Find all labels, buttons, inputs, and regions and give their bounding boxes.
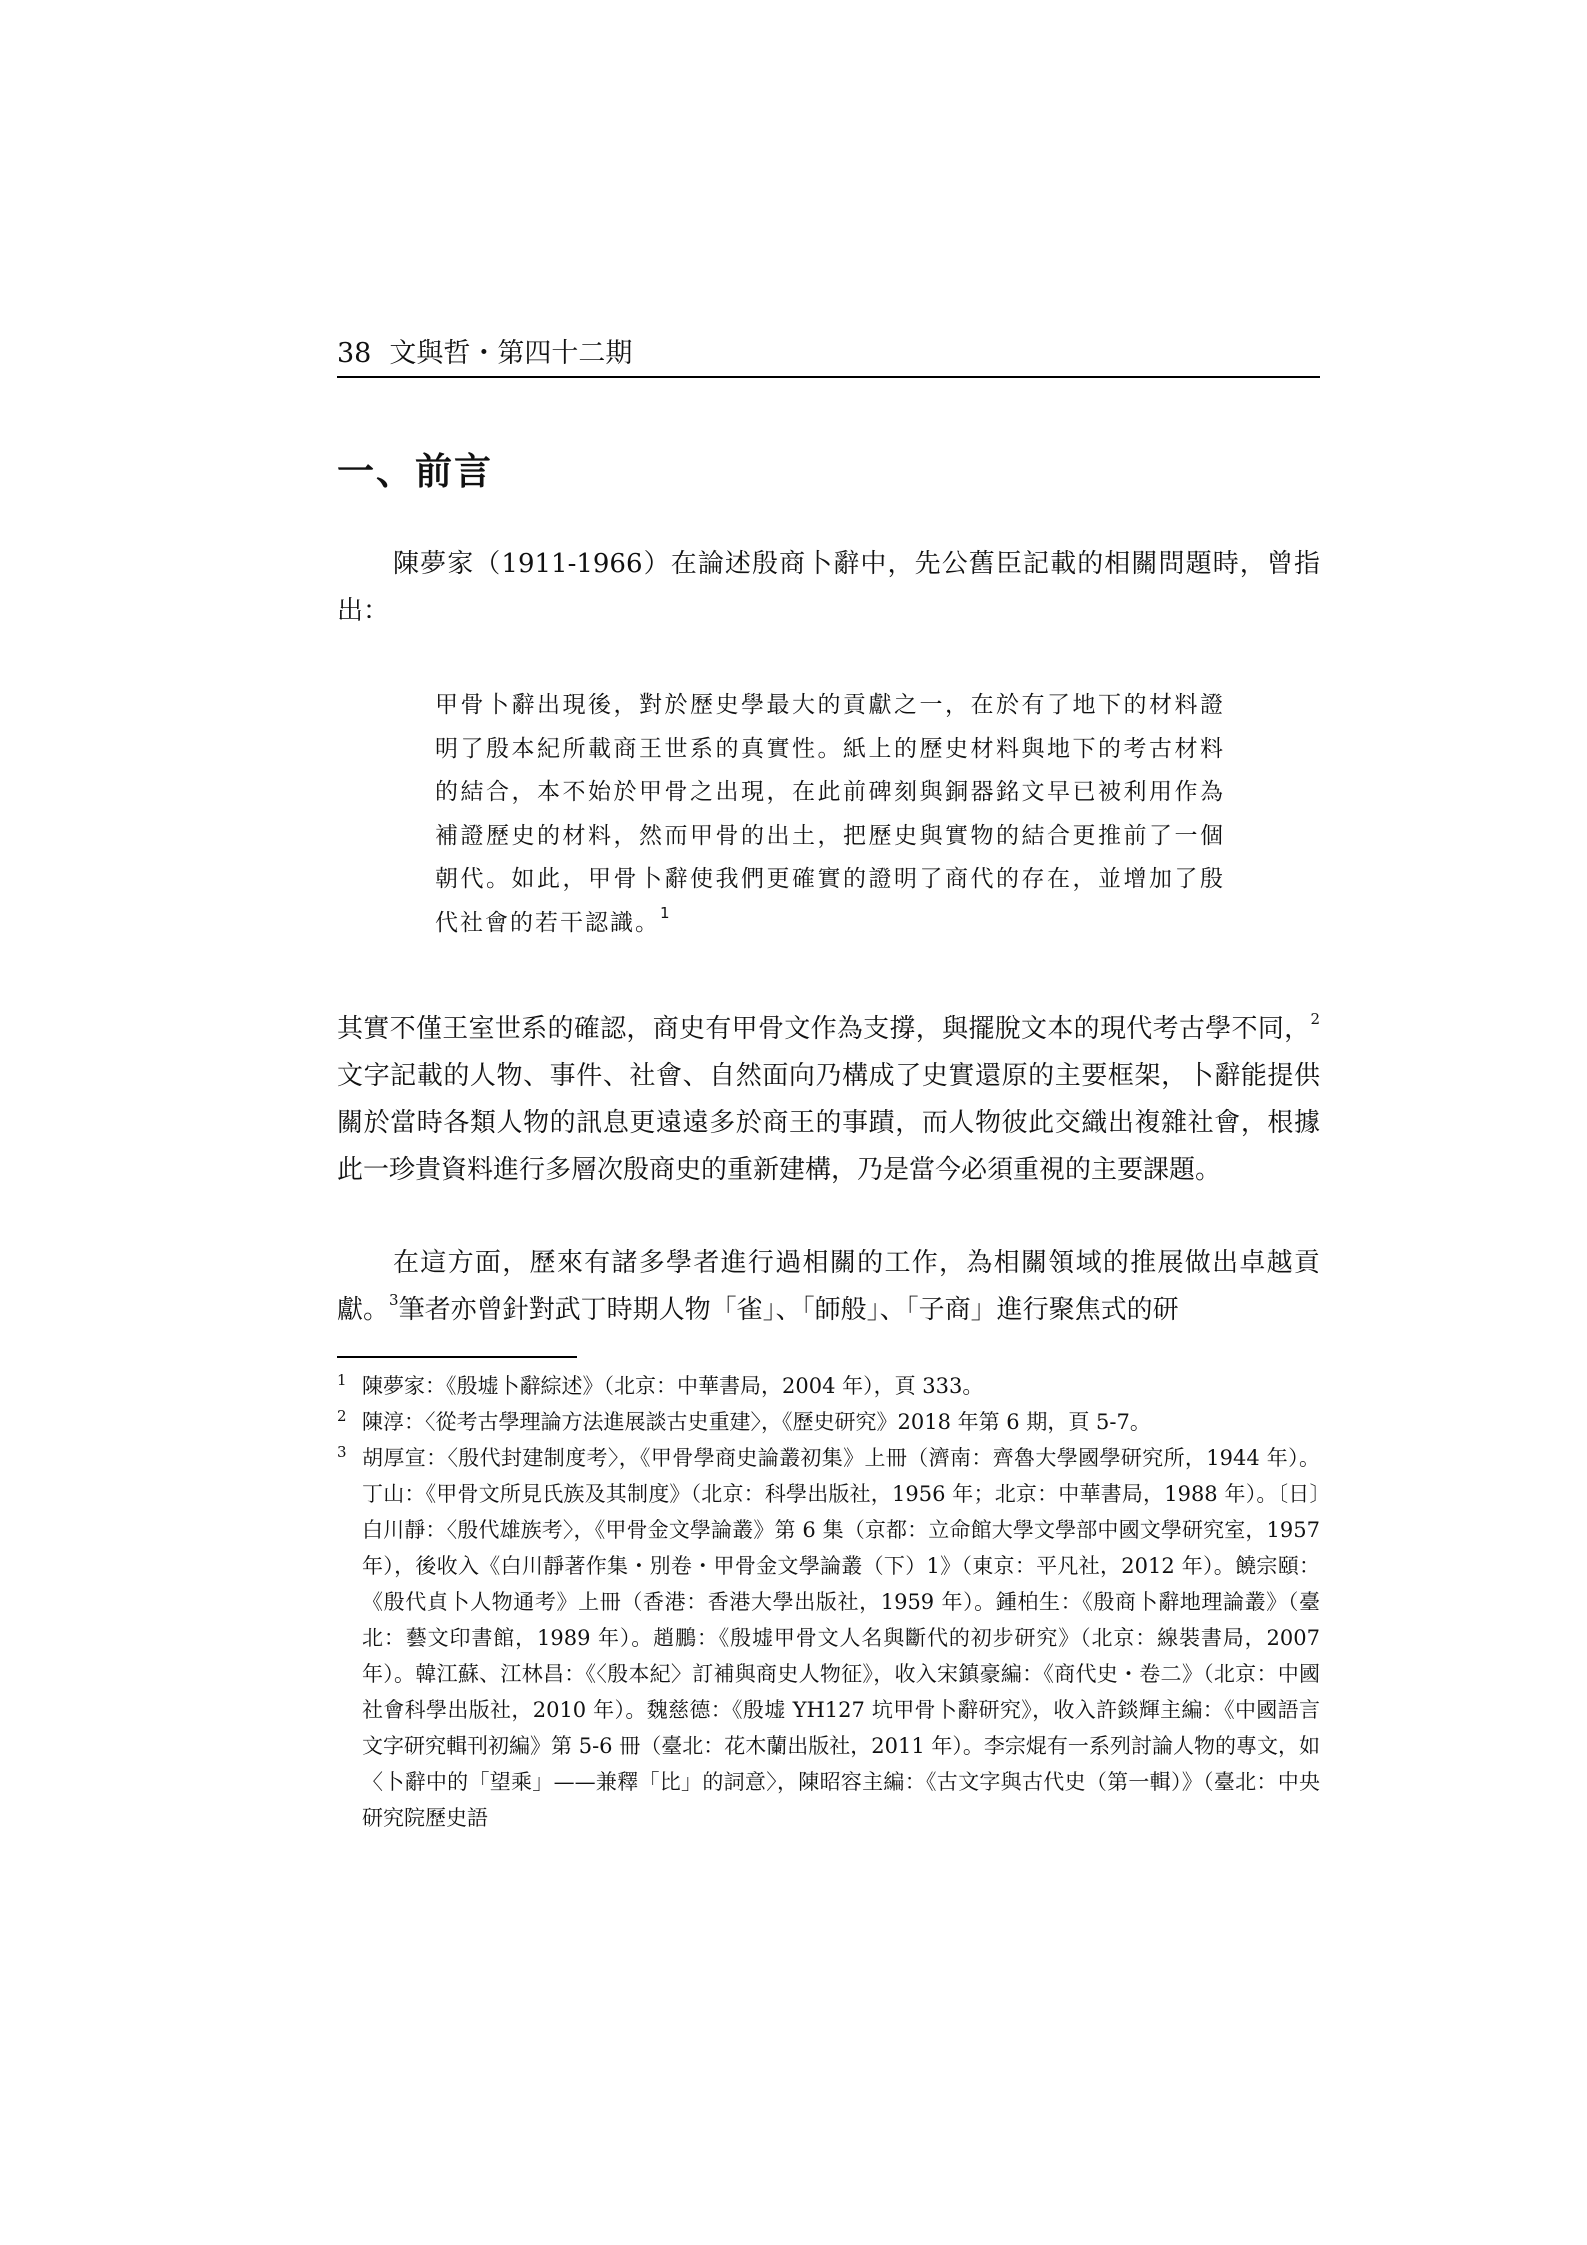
block-quote-text: 甲骨卜辭出現後，對於歷史學最大的貢獻之一，在於有了地下的材料證明了殷本紀所載商王世系的真實性。紙上的歷史材料與地下的考古材料的結合，本不始於甲骨之出現，在此前碑刻與銅器銘文早已被利用作為補證歷史的材料，然而甲骨的出土，把歷史與實物的結合更推前了一個朝代。如此，甲骨卜辭使我們更確實的證明了商代的存在，並增加了殷代社會的若干認識。 [435,692,1225,936]
running-header [337,334,1320,378]
footnote-text: 陳淳：〈從考古學理論方法進展談古史重建〉，《歷史研究》2018 年第 6 期，頁 5-7。 [362,1410,1151,1434]
paragraph-3-text-b: 筆者亦曾針對武丁時期人物「雀」、「師般」、「子商」進行聚焦式的研 [398,1295,1179,1325]
paragraph-3-text-a: 在這方面，歷來有諸多學者進行過相關的工作，為相關領域的推展做出卓越貢獻。 [337,1248,1320,1325]
paragraph-2-text-a: 其實不僅王室世系的確認，商史有甲骨文作為支撐，與擺脫文本的現代考古學不同， [337,1014,1311,1044]
footnote-ref-3[interactable]: 3 [389,1291,399,1310]
footnotes [337,1368,1320,1836]
footnote-number: 3 [337,1443,347,1461]
footnote-text: 胡厚宣：〈殷代封建制度考〉，《甲骨學商史論叢初集》上冊（濟南：齊魯大學國學研究所，1944 年）。丁山：《甲骨文所見氏族及其制度》（北京：科學出版社，1956 年；北京：中華書局，1988 年）。〔日〕白川靜：〈殷代雄族考〉，《甲骨金文學論叢》第 6 集（京都：立命館大學文學部中國文學研究室，1957 年），後收入《白川靜著作集・別卷・甲骨金文學論叢（下）1》（東京：平凡社，2012 年）。饒宗頤：《殷代貞卜人物通考》上冊（香港：香港大學出版社，1959 年）。鍾柏生：《殷商卜辭地理論叢》（臺北：藝文印書館，1989 年）。趙鵬：《殷墟甲骨文人名與斷代的初步研究》（北京：線裝書局，2007 年）。韓江蘇、江林昌：《〈殷本紀〉訂補與商史人物征》，收入宋鎮豪編：《商代史・卷二》（北京：中國社會科學出版社，2010 年）。魏慈德：《殷墟 YH127 坑甲骨卜辭研究》，收入許錟輝主編：《中國語言文字研究輯刊初編》第 5-6 冊（臺北：花木蘭出版社，2011 年）。李宗焜有一系列討論人物的專文，如〈卜辭中的「望乘」——兼釋「比」的詞意〉，陳昭容主編：《古文字與古代史（第一輯）》（臺北：中央研究院歷史語 [362,1446,1320,1830]
body-paragraph-1 [337,541,1320,635]
document-page [337,0,1320,2245]
page-number: 38 [337,338,372,369]
footnote-ref-1[interactable]: 1 [660,903,672,922]
body-paragraph-3 [337,1240,1320,1334]
section-title: 一、前言 [337,450,493,493]
block-quote [435,684,1225,945]
footnote-text: 陳夢家：《殷墟卜辭綜述》（北京：中華書局，2004 年），頁 333。 [362,1374,984,1398]
footnote-2 [337,1404,1320,1440]
footnote-number: 1 [337,1371,347,1389]
journal-title: 文與哲・第四十二期 [389,338,633,369]
footnote-number: 2 [337,1407,347,1425]
footnote-divider [337,1356,577,1358]
footnote-3 [337,1440,1320,1836]
body-paragraph-2 [337,1006,1320,1194]
footnote-ref-2[interactable]: 2 [1310,1010,1320,1029]
footnote-1 [337,1368,1320,1404]
paragraph-2-text-b: 文字記載的人物、事件、社會、自然面向乃構成了史實還原的主要框架，卜辭能提供關於當時各類人物的訊息更遠遠多於商王的事蹟，而人物彼此交織出複雜社會，根據此一珍貴資料進行多層次殷商史的重新建構，乃是當今必須重視的主要課題。 [337,1061,1320,1185]
paragraph-1-text: 陳夢家（1911-1966）在論述殷商卜辭中，先公舊臣記載的相關問題時，曾指出： [337,549,1320,626]
